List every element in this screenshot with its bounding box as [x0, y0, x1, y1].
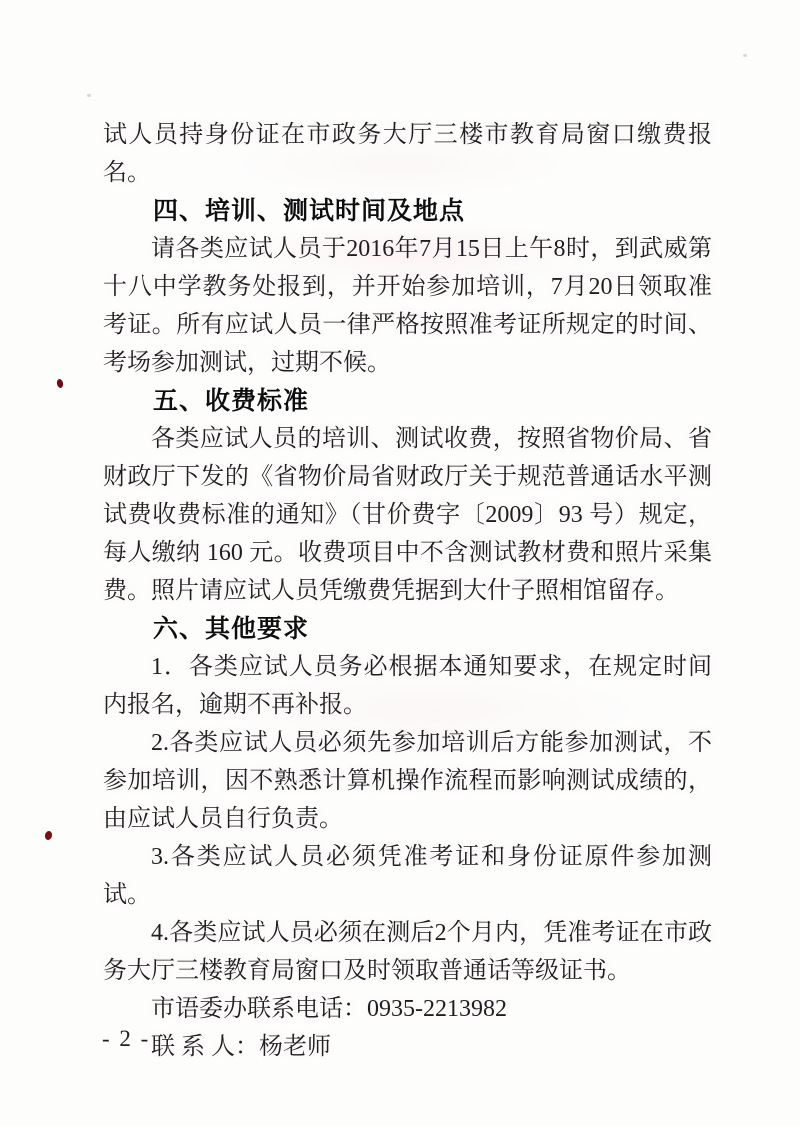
paragraph: 试人员持身份证在市政务大厅三楼市教育局窗口缴费报名。: [103, 122, 712, 186]
paragraph: 4.各类应试人员必须在测后2个月内，凭准考证在市政务大厅三楼教育局窗口及时领取普通话等级证书。: [103, 920, 712, 984]
ink-speck-icon: [44, 830, 53, 841]
paragraph: 市语委办联系电话：0935-2213982: [151, 996, 507, 1022]
paragraph: 1．各类应试人员务必根据本通知要求，在规定时间内报名，逾期不再补报。: [103, 654, 712, 718]
section-heading: 五、收费标准: [153, 387, 310, 415]
scan-dust-icon: [87, 94, 91, 97]
paragraph: 2.各类应试人员必须先参加培训后方能参加测试，不参加培训，因不熟悉计算机操作流程而影响测试成绩的，由应试人员自行负责。: [103, 730, 712, 832]
page-number: - 2 -: [102, 1026, 151, 1051]
paragraph: 各类应试人员的培训、测试收费，按照省物价局、省财政厅下发的《省物价局省财政厅关于规范普通话水平测试费收费标准的通知》（甘价费字〔2009〕93 号）规定，每人缴纳 160 元。收费项目中不含测试教材费和照片采集费。照片请应试人员凭缴费凭据到大什子照相馆留存。: [103, 426, 712, 604]
scan-dust-icon: [743, 54, 747, 57]
section-heading: 六、其他要求: [153, 615, 310, 643]
paragraph: 联 系 人：杨老师: [151, 1034, 331, 1060]
section-heading: 四、培训、测试时间及地点: [153, 197, 466, 225]
ink-speck-icon: [56, 378, 64, 388]
paragraph: 请各类应试人员于2016年7月15日上午8时，到武威第十八中学教务处报到，并开始参加培训，7月20日领取准考证。所有应试人员一律严格按照准考证所规定的时间、考场参加测试，过期不候。: [103, 236, 712, 376]
paragraph: 3.各类应试人员必须凭准考证和身份证原件参加测试。: [103, 844, 712, 908]
document-body: [103, 116, 712, 1066]
